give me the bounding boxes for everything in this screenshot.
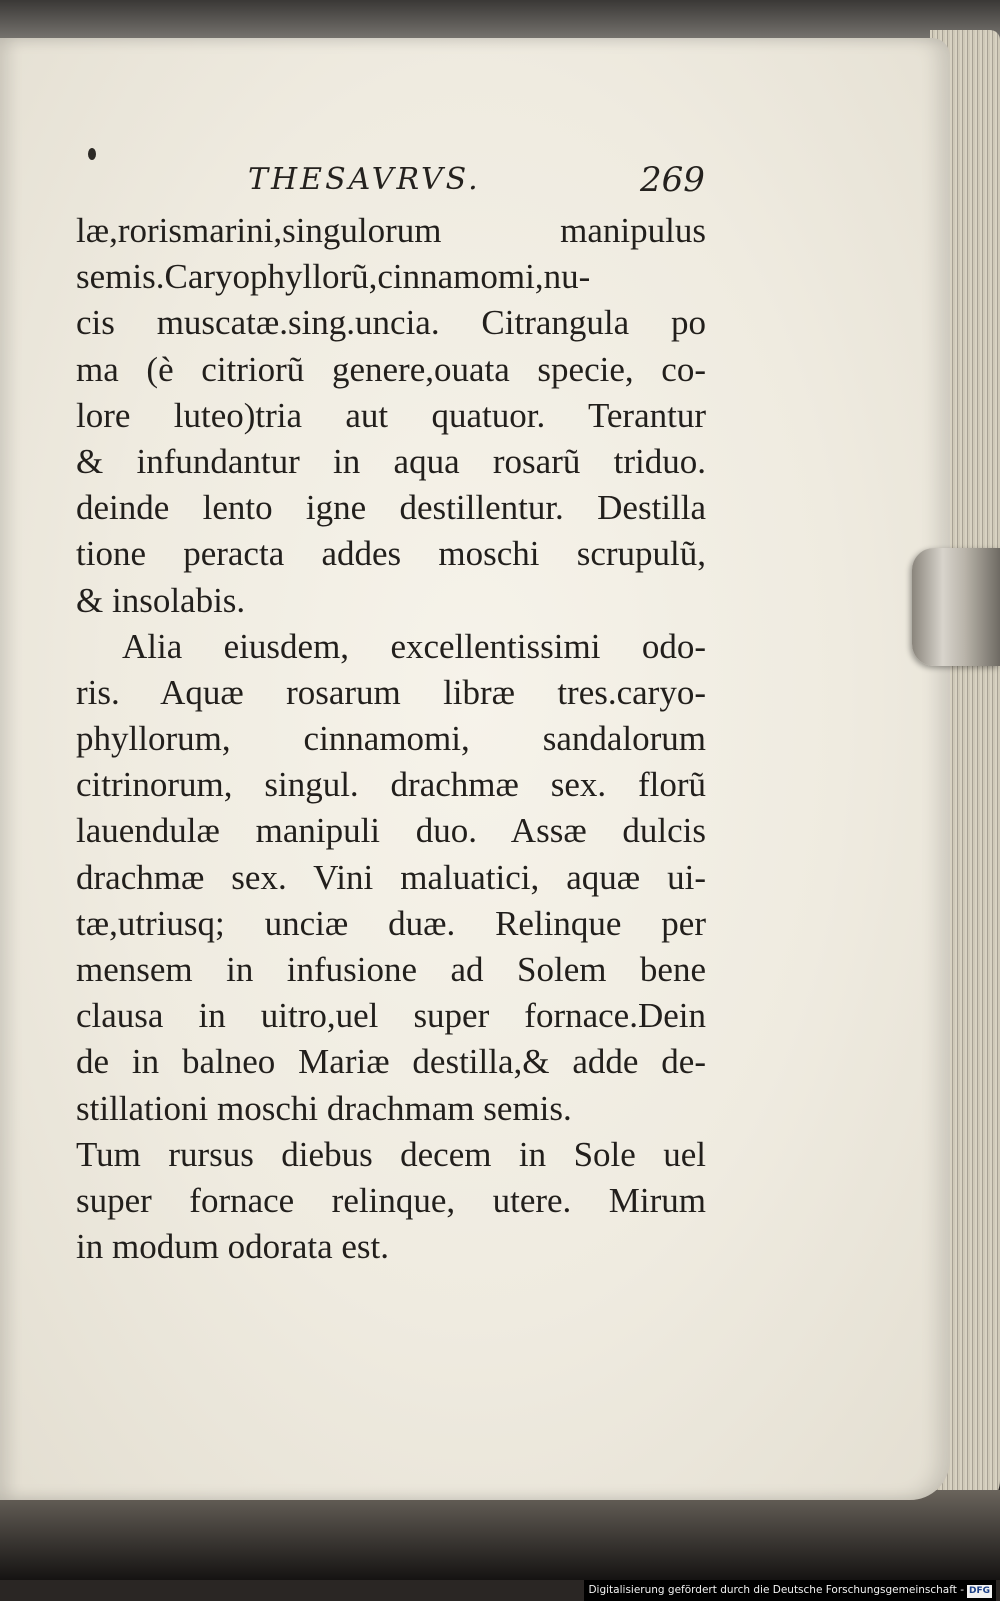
text-line: tione peracta addes moschi scrupulũ,: [76, 534, 706, 574]
text-line: mensem in infusione ad Solem bene: [76, 950, 706, 989]
text-line: & insolabis.: [76, 580, 246, 620]
text-line: drachmæ sex. Vini maluatici, aquæ ui-: [76, 857, 706, 897]
text-line: phyllorum, cinnamomi, sandalorum: [76, 719, 706, 759]
text-line: clausa in uitro,uel super fornace.Dein: [76, 996, 706, 1036]
ink-mark-icon: [88, 148, 96, 160]
text-line: stillationi moschi drachmam semis.: [76, 1088, 572, 1128]
text-line: læ,rorismarini,singulorum manipulus: [76, 211, 706, 250]
book-bottom-edge: [0, 1490, 1000, 1580]
text-line: ris. Aquæ rosarum libræ tres.caryo-: [76, 672, 706, 712]
text-line: citrinorum, singul. drachmæ sex. florũ: [76, 765, 706, 805]
page-number: 269: [640, 160, 705, 200]
body-text: [76, 208, 706, 1270]
credit-text: Digitalisierung gefördert durch die Deutsche Forschungsgemeinschaft -: [588, 1584, 964, 1596]
text-line: deinde lento igne destillentur. Destilla: [76, 488, 706, 528]
text-line: super fornace relinque, utere. Mirum: [76, 1180, 706, 1220]
text-line: lore luteo)tria aut quatuor. Terantur: [76, 395, 706, 435]
text-line: semis.Caryophyllorũ,cinnamomi,nu-: [76, 257, 591, 297]
text-line: Alia eiusdem, excellentissimi odo-: [122, 626, 706, 666]
text-line: in modum odorata est.: [76, 1227, 390, 1267]
dfg-logo: DFG: [968, 1586, 990, 1596]
metal-clasp: [912, 548, 1000, 666]
text-line: ma (è citriorũ genere,ouata specie, co-: [76, 349, 706, 389]
text-line: tæ,utriusq; unciæ duæ. Relinque per: [76, 903, 706, 943]
running-head: THESAVRVS.: [248, 162, 481, 197]
text-line: de in balneo Mariæ destilla,& adde de-: [76, 1042, 706, 1082]
text-line: cis muscatæ.sing.uncia. Citrangula po: [76, 303, 706, 343]
digitization-credit: [584, 1580, 996, 1601]
text-line: & infundantur in aqua rosarũ triduo.: [76, 441, 706, 481]
text-line: Tum rursus diebus decem in Sole uel: [76, 1134, 706, 1174]
text-line: lauendulæ manipuli duo. Assæ dulcis: [76, 811, 706, 851]
